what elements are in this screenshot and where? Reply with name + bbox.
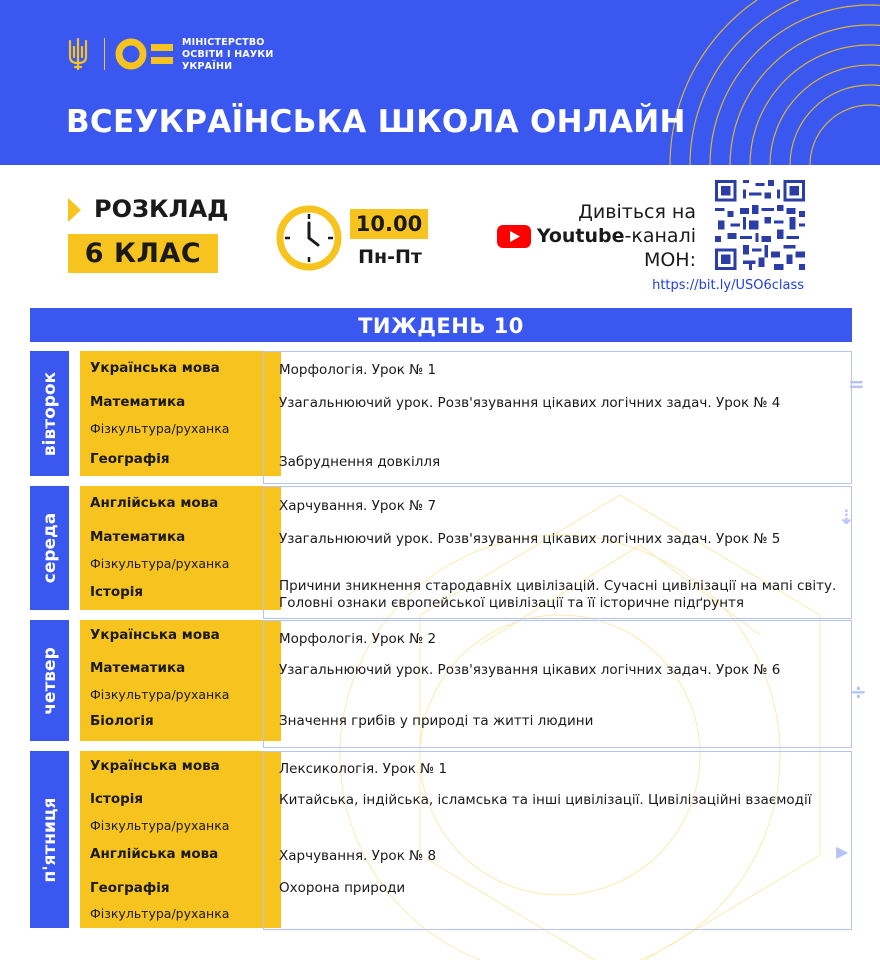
lesson: Охорона природи (279, 880, 406, 896)
day-tab (30, 620, 69, 741)
header-banner (0, 0, 880, 165)
subject: Географія (90, 880, 170, 896)
youtube-info (460, 200, 696, 272)
subject: Українська мова (90, 627, 220, 643)
logo-divider (104, 38, 105, 70)
time-badge: 10.00 (350, 209, 428, 239)
subjects-column (80, 751, 281, 928)
day-tab (30, 751, 69, 928)
subjects-column (80, 486, 281, 610)
subject: Історія (90, 584, 144, 600)
lesson: Лексикологія. Урок № 1 (279, 761, 448, 777)
subject: Математика (90, 394, 186, 410)
youtube-icon (497, 225, 531, 248)
mon-logo (115, 38, 175, 70)
subject: Фізкультура/руханка (90, 556, 230, 571)
schedule-label: РОЗКЛАД (94, 195, 229, 223)
subject: Фізкультура/руханка (90, 687, 230, 702)
subject: Біологія (90, 713, 154, 729)
subject: Фізкультура/руханка (90, 906, 230, 921)
page-title: ВСЕУКРАЇНСЬКА ШКОЛА ОНЛАЙН (66, 104, 686, 140)
arrow-down-glyph: ⇣ (838, 505, 855, 529)
decorative-arcs (620, 0, 880, 165)
lesson: Узагальнюючий урок. Розв'язування цікавих логічних задач. Урок № 6 (279, 662, 781, 678)
subject: Математика (90, 529, 186, 545)
lessons-column (263, 351, 852, 484)
subject: Історія (90, 791, 144, 807)
day-name: п'ятниця (39, 797, 60, 882)
lesson: Китайська, індійська, ісламська та інші цивілізації. Цивілізаційні взаємодії (279, 792, 812, 808)
subject: Фізкультура/руханка (90, 421, 230, 436)
day-tab (30, 351, 69, 476)
lesson: Морфологія. Урок № 1 (279, 362, 437, 378)
watch-line: Дивіться на (578, 201, 696, 223)
lessons-column (263, 486, 852, 619)
trident-icon (66, 37, 90, 71)
ministry-line: ОСВІТИ І НАУКИ (182, 49, 274, 60)
ministry-abbr: МОН: (643, 249, 696, 271)
play-arrow-icon (68, 198, 81, 222)
clock-icon (276, 205, 342, 271)
channel-suffix: -каналі (624, 225, 696, 247)
lesson: Узагальнюючий урок. Розв'язування цікавих логічних задач. Урок № 5 (279, 531, 781, 547)
lesson: Узагальнюючий урок. Розв'язування цікавих логічних задач. Урок № 4 (279, 395, 781, 411)
subject: Фізкультура/руханка (90, 818, 230, 833)
lesson: Харчування. Урок № 7 (279, 498, 437, 514)
ministry-line: МІНІСТЕРСТВО (182, 37, 265, 48)
subject: Англійська мова (90, 846, 219, 862)
triangle-glyph: ▶ (836, 842, 849, 861)
ministry-name (182, 37, 274, 73)
subject: Українська мова (90, 360, 220, 376)
channel-link[interactable]: https://bit.ly/USO6class (652, 278, 804, 293)
youtube-channel-line (460, 224, 696, 248)
lesson: Причини зникнення стародавніх цивілізацій. Сучасні цивілізації на мапі світу. Головні ознаки європейської цивілізації та її історичне підґрунтя (279, 578, 837, 611)
divide-glyph: ÷ (850, 680, 867, 704)
subject: Українська мова (90, 758, 220, 774)
lesson: Харчування. Урок № 8 (279, 848, 437, 864)
lesson: Забруднення довкілля (279, 454, 441, 470)
week-title: ТИЖДЕНЬ 10 (30, 308, 852, 342)
subjects-column (80, 620, 281, 741)
lesson: Значення грибів у природі та житті людини (279, 713, 594, 729)
subjects-column (80, 351, 281, 476)
day-tab (30, 486, 69, 610)
day-name: середа (39, 512, 60, 584)
day-name: вівторок (39, 371, 60, 456)
youtube-brand: Youtube (536, 225, 625, 247)
qr-code[interactable] (715, 180, 805, 270)
weekdays-label: Пн-Пт (358, 246, 422, 268)
lessons-column (263, 620, 852, 748)
subject: Географія (90, 451, 170, 467)
subject: Математика (90, 660, 186, 676)
lesson: Морфологія. Урок № 2 (279, 631, 437, 647)
equals-glyph: = (848, 372, 865, 396)
day-name: четвер (39, 646, 60, 715)
subject: Англійська мова (90, 495, 219, 511)
ministry-line: УКРАЇНИ (182, 61, 233, 72)
class-badge: 6 КЛАС (68, 234, 218, 273)
lessons-column (263, 751, 852, 930)
